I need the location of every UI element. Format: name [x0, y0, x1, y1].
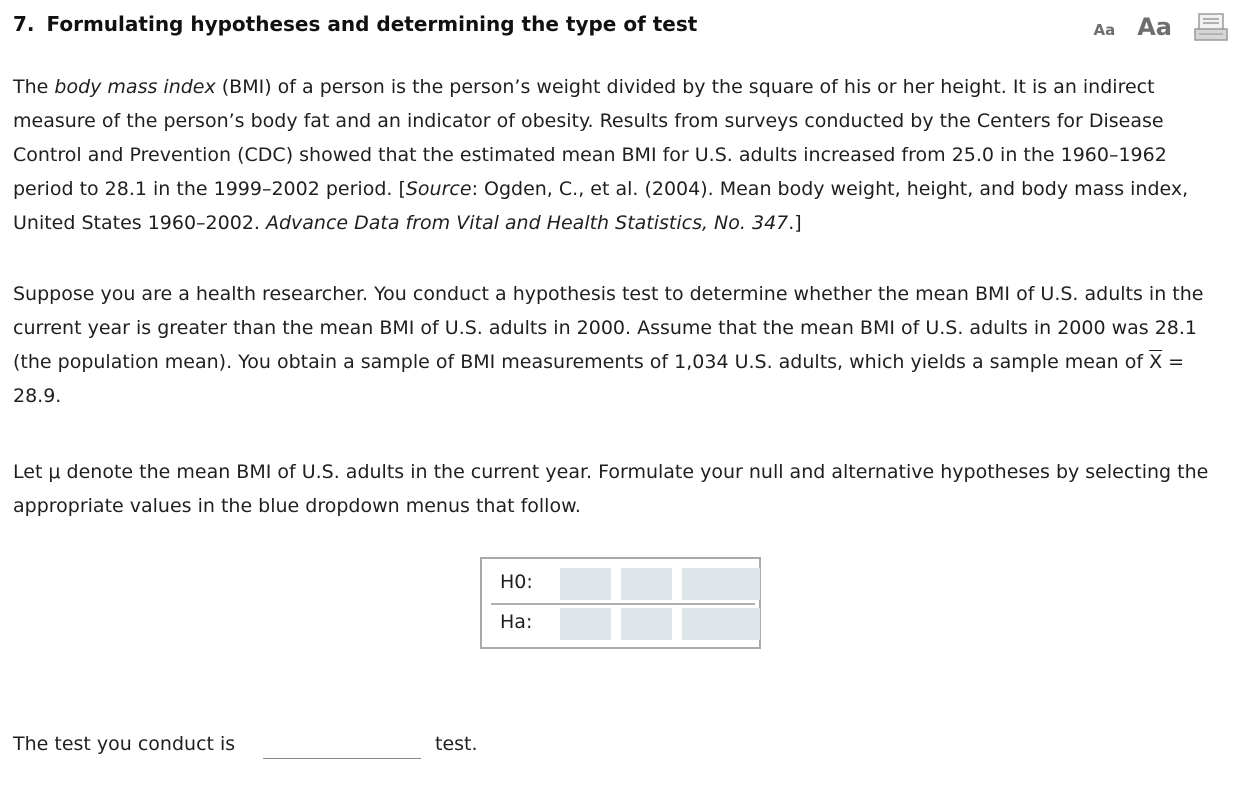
hypotheses-box — [480, 557, 761, 649]
label-h: H — [500, 611, 515, 633]
font-size-large-button[interactable]: Aa — [1137, 13, 1172, 41]
text-span: : Ogden, C., et al. (2004). Mean body weight, height, and body mass index, United States 1960–2002. — [13, 178, 1189, 234]
instruction-paragraph: Let μ denote the mean BMI of U.S. adults in the current year. Formulate your null and alternative hypotheses by selecting the appropriate values in the blue dropdown menus that follow. — [13, 461, 1209, 517]
source-label: Source — [405, 178, 472, 200]
label-subscript: a — [514, 611, 526, 633]
alternative-hypothesis-label — [500, 611, 532, 633]
alt-value-dropdown[interactable] — [682, 608, 760, 640]
alt-operator-dropdown[interactable] — [621, 608, 672, 640]
divider — [491, 603, 755, 605]
intro-paragraph — [13, 70, 1228, 240]
problem-number: 7. — [13, 12, 35, 36]
text-span: Suppose you are a health researcher. You conduct a hypothesis test to determine whether the mean BMI of U.S. adults in the current year is greater than the mean BMI of U.S. adults in 2000. Assume that the mean BMI of U.S. adults in 2000 was 28.1 (the population mean). You obtain a sample of BMI measurements of 1,034 U.S. adults, which yields a sample mean of — [13, 283, 1204, 373]
label-colon: : — [525, 611, 533, 633]
alt-parameter-dropdown[interactable] — [560, 608, 611, 640]
term-body-mass-index: body mass index — [54, 76, 216, 98]
null-parameter-dropdown[interactable] — [560, 568, 611, 600]
test-type-suffix: test. — [435, 733, 478, 755]
page-title — [13, 12, 697, 36]
null-hypothesis-row — [482, 568, 759, 600]
toolbar — [1093, 12, 1228, 42]
null-operator-dropdown[interactable] — [621, 568, 672, 600]
text-span: The — [13, 76, 55, 98]
alternative-hypothesis-row — [482, 608, 759, 640]
test-type-dropdown[interactable] — [263, 736, 421, 759]
publication-title: Advance Data from Vital and Health Statistics, No. 347 — [265, 212, 789, 234]
null-value-dropdown[interactable] — [682, 568, 760, 600]
label-colon: : — [526, 571, 533, 593]
print-icon[interactable] — [1194, 12, 1228, 42]
text-span: .] — [788, 212, 802, 234]
null-hypothesis-label — [500, 571, 533, 593]
problem-title: Formulating hypotheses and determining the type of test — [46, 12, 698, 36]
font-size-small-button[interactable]: Aa — [1093, 21, 1116, 39]
text-span: (BMI) of a person is the person’s weight divided by the square of his or her height. It is an indirect measure of the person’s body fat and an indicator of obesity. Results from surveys conducted by the Centers for Disease Control and Prevention (CDC) showed that the estimated mean BMI for U.S. adults increased from 25.0 in the 1960–1962 period to 28.1 in the 1999–2002 period. [ — [13, 76, 1167, 200]
label-subscript: 0 — [514, 571, 527, 593]
label-h: H — [500, 571, 515, 593]
test-type-prefix: The test you conduct is — [13, 733, 236, 755]
sample-mean-symbol: $\overline{X}$ — [1149, 351, 1163, 373]
text-span: = 28.9. — [13, 351, 1185, 407]
scenario-paragraph — [13, 277, 1228, 413]
